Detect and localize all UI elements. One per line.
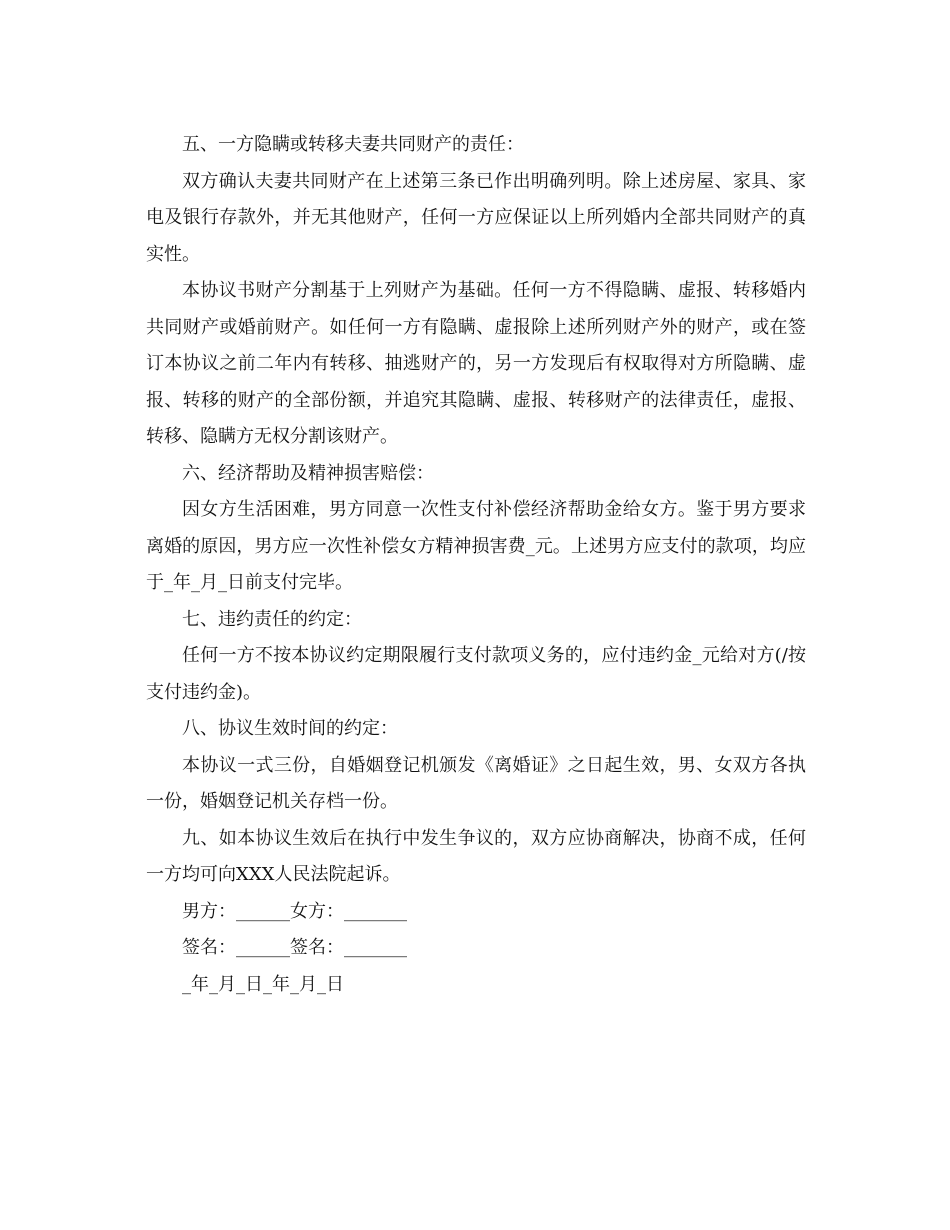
- section-9-paragraph: 九、如本协议生效后在执行中发生争议的，双方应协商解决，协商不成，任何一方均可向XXX人民法院起诉。: [146, 827, 806, 885]
- section-7-heading: 七、违约责任的约定：: [182, 608, 362, 630]
- section-7-paragraph: 任何一方不按本协议约定期限履行支付款项义务的，应付违约金_元给对方(/按支付违约金)。: [146, 645, 806, 703]
- section-8-heading: 八、协议生效时间的约定：: [182, 718, 398, 739]
- section-5-heading: 五、一方隐瞒或转移夫妻共同财产的责任：: [182, 134, 524, 155]
- section-5-paragraph-1: 双方确认夫妻共同财产在上述第三条已作出明确列明。除上述房屋、家具、家电及银行存款外，并无其他财产，任何一方应保证以上所列婚内全部共同财产的真实性。: [146, 170, 806, 265]
- section-6-paragraph: 因女方生活困难，男方同意一次性支付补偿经济帮助金给女方。鉴于男方要求离婚的原因，男方应一次性补偿女方精神损害费_元。上述男方应支付的款项，均应于_年_月_日前支付完毕。: [146, 499, 806, 593]
- section-5-paragraph-2: 本协议书财产分割基于上列财产为基础。任何一方不得隐瞒、虚报、转移婚内共同财产或婚前财产。如任何一方有隐瞒、虚报除上述所列财产外的财产，或在签订本协议之前二年内有转移、抽逃财产的，另一方发现后有权取得对方所隐瞒、虚报、转移的财产的全部份额，并追究其隐瞒、虚报、转移财产的法律责任，虚报、转移、隐瞒方无权分割该财产。: [146, 280, 806, 447]
- section-8-paragraph: 本协议一式三份，自婚姻登记机颁发《离婚证》之日起生效，男、女双方各执一份，婚姻登记机关存档一份。: [146, 754, 806, 812]
- date-line: _年_月_日_年_月_日: [182, 973, 344, 995]
- party-names-line: 男方：______女方：_______: [182, 900, 407, 922]
- document-body: [146, 127, 806, 1003]
- signature-line: 签名：______签名：_______: [182, 937, 407, 958]
- section-6-heading: 六、经济帮助及精神损害赔偿：: [182, 462, 434, 484]
